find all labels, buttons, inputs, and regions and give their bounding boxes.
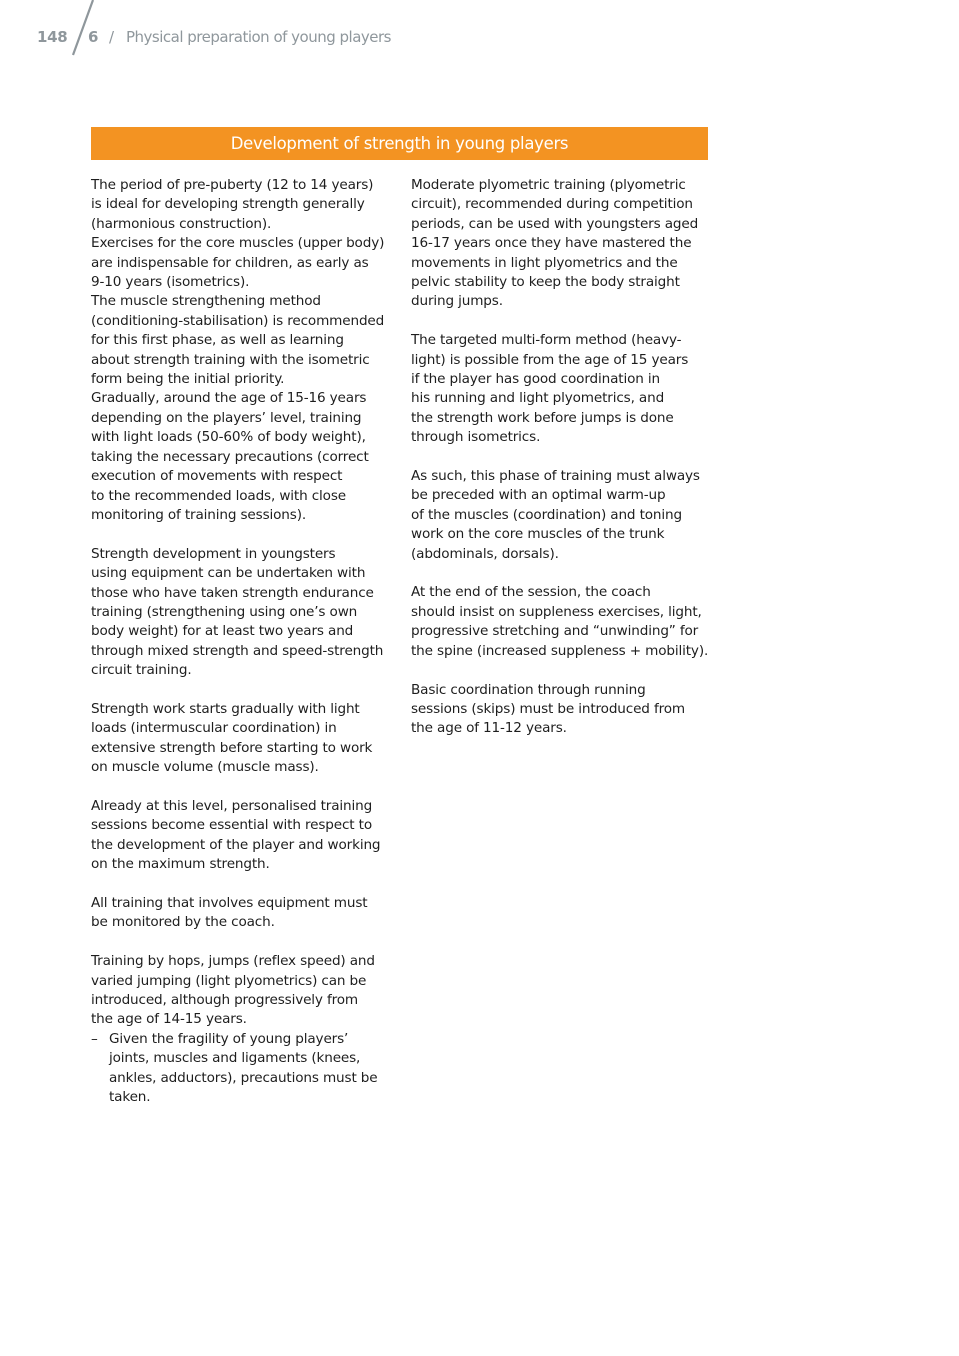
text-line: the age of 11-12 years.	[411, 720, 567, 737]
text-line: should insist on suppleness exercises, light,	[411, 603, 702, 620]
text-line: pelvic stability to keep the body straight	[411, 274, 680, 291]
text-line: Training by hops, jumps (reflex speed) and	[91, 953, 375, 970]
paragraph	[411, 176, 721, 312]
text-line: Gradually, around the age of 15-16 years	[91, 390, 367, 407]
text-line: on muscle volume (muscle mass).	[91, 759, 319, 776]
text-line: to the recommended loads, with close	[91, 487, 346, 504]
section-title: Development of strength in young players	[230, 134, 569, 153]
text-line: ankles, adductors), precautions must be	[109, 1069, 378, 1086]
paragraph	[411, 681, 721, 739]
paragraph	[411, 467, 721, 564]
text-line: Given the fragility of young players’	[109, 1030, 349, 1047]
text-line: sessions (skips) must be introduced from	[411, 700, 685, 717]
text-line: circuit training.	[91, 662, 192, 679]
text-line: training (strengthening using one’s own	[91, 603, 358, 620]
paragraph	[91, 700, 401, 778]
paragraph	[91, 176, 401, 525]
text-line: taking the necessary precautions (correct	[91, 448, 369, 465]
text-line: circuit), recommended during competition	[411, 196, 693, 213]
text-line: work on the core muscles of the trunk	[411, 526, 665, 543]
chapter-number: 6	[88, 28, 99, 46]
text-line: Already at this level, personalised training	[91, 797, 373, 814]
text-line: using equipment can be undertaken with	[91, 565, 366, 582]
text-line: joints, muscles and ligaments (knees,	[109, 1050, 361, 1067]
text-line: of the muscles (coordination) and toning	[411, 506, 682, 523]
text-line: As such, this phase of training must always	[411, 468, 700, 485]
text-line: execution of movements with respect	[91, 468, 343, 485]
text-line: The period of pre-puberty (12 to 14 years)	[91, 177, 374, 193]
text-line: All training that involves equipment must	[91, 894, 368, 911]
text-line: depending on the players’ level, training	[91, 409, 362, 426]
text-line: be preceded with an optimal warm-up	[411, 487, 666, 504]
text-line: body weight) for at least two years and	[91, 623, 354, 640]
page-number: 148	[37, 28, 68, 46]
text-line: introduced, although progressively from	[91, 991, 359, 1008]
text-line: Exercises for the core muscles (upper body)	[91, 235, 385, 252]
text-line: 9-10 years (isometrics).	[91, 274, 250, 291]
text-line: light) is possible from the age of 15 years	[411, 351, 689, 368]
text-line: Strength work starts gradually with light	[91, 700, 360, 717]
text-line: through isometrics.	[411, 429, 541, 446]
paragraph	[411, 583, 721, 661]
text-line: monitoring of training sessions).	[91, 506, 307, 523]
text-line: the strength work before jumps is done	[411, 409, 674, 426]
text-line: The muscle strengthening method	[91, 293, 321, 310]
text-line: periods, can be used with youngsters aged	[411, 215, 699, 232]
bullet-text	[109, 1030, 401, 1108]
text-line: about strength training with the isometric	[91, 351, 370, 368]
text-line: Moderate plyometric training (plyometric	[411, 177, 686, 193]
text-line: Strength development in youngsters	[91, 545, 336, 562]
text-line: The targeted multi-form method (heavy-	[411, 332, 682, 349]
section-banner	[91, 127, 708, 160]
text-line: be monitored by the coach.	[91, 914, 275, 931]
text-line: for this first phase, as well as learning	[91, 332, 344, 349]
text-line: (abdominals, dorsals).	[411, 545, 559, 562]
text-line: At the end of the session, the coach	[411, 584, 651, 601]
paragraph	[91, 797, 401, 875]
text-line: extensive strength before starting to work	[91, 739, 373, 756]
text-line: movements in light plyometrics and the	[411, 254, 678, 271]
text-line: the spine (increased suppleness + mobility).	[411, 642, 709, 659]
paragraph	[91, 545, 401, 681]
text-line: form being the initial priority.	[91, 371, 285, 388]
text-line: if the player has good coordination in	[411, 371, 660, 388]
text-line: loads (intermuscular coordination) in	[91, 720, 337, 737]
bullet-dash: –	[91, 1030, 98, 1047]
text-line: on the maximum strength.	[91, 856, 270, 873]
text-line: varied jumping (light plyometrics) can be	[91, 972, 367, 989]
paragraph	[91, 952, 401, 1030]
bullet-item	[91, 1030, 401, 1108]
text-line: during jumps.	[411, 293, 503, 310]
paragraph	[411, 331, 721, 447]
text-line: (harmonious construction).	[91, 215, 272, 232]
paragraph	[91, 894, 401, 933]
running-header	[0, 0, 959, 60]
text-line: sessions become essential with respect to	[91, 817, 372, 834]
text-line: the development of the player and working	[91, 836, 381, 853]
right-column	[411, 176, 721, 739]
text-line: his running and light plyometrics, and	[411, 390, 665, 407]
text-line: (conditioning-stabilisation) is recommended	[91, 312, 385, 329]
text-line: progressive stretching and “unwinding” for	[411, 623, 699, 640]
chapter-title: Physical preparation of young players	[126, 28, 391, 46]
chapter-separator: /	[109, 28, 115, 46]
text-line: those who have taken strength endurance	[91, 584, 374, 601]
text-line: Basic coordination through running	[411, 681, 646, 698]
text-line: 16-17 years once they have mastered the	[411, 235, 692, 252]
text-line: with light loads (50-60% of body weight),	[91, 429, 366, 446]
text-line: taken.	[109, 1089, 151, 1106]
text-line: is ideal for developing strength generally	[91, 196, 365, 213]
text-line: through mixed strength and speed-strength	[91, 642, 384, 659]
text-line: the age of 14-15 years.	[91, 1011, 247, 1028]
text-line: are indispensable for children, as early as	[91, 254, 369, 271]
left-column	[91, 176, 401, 1107]
